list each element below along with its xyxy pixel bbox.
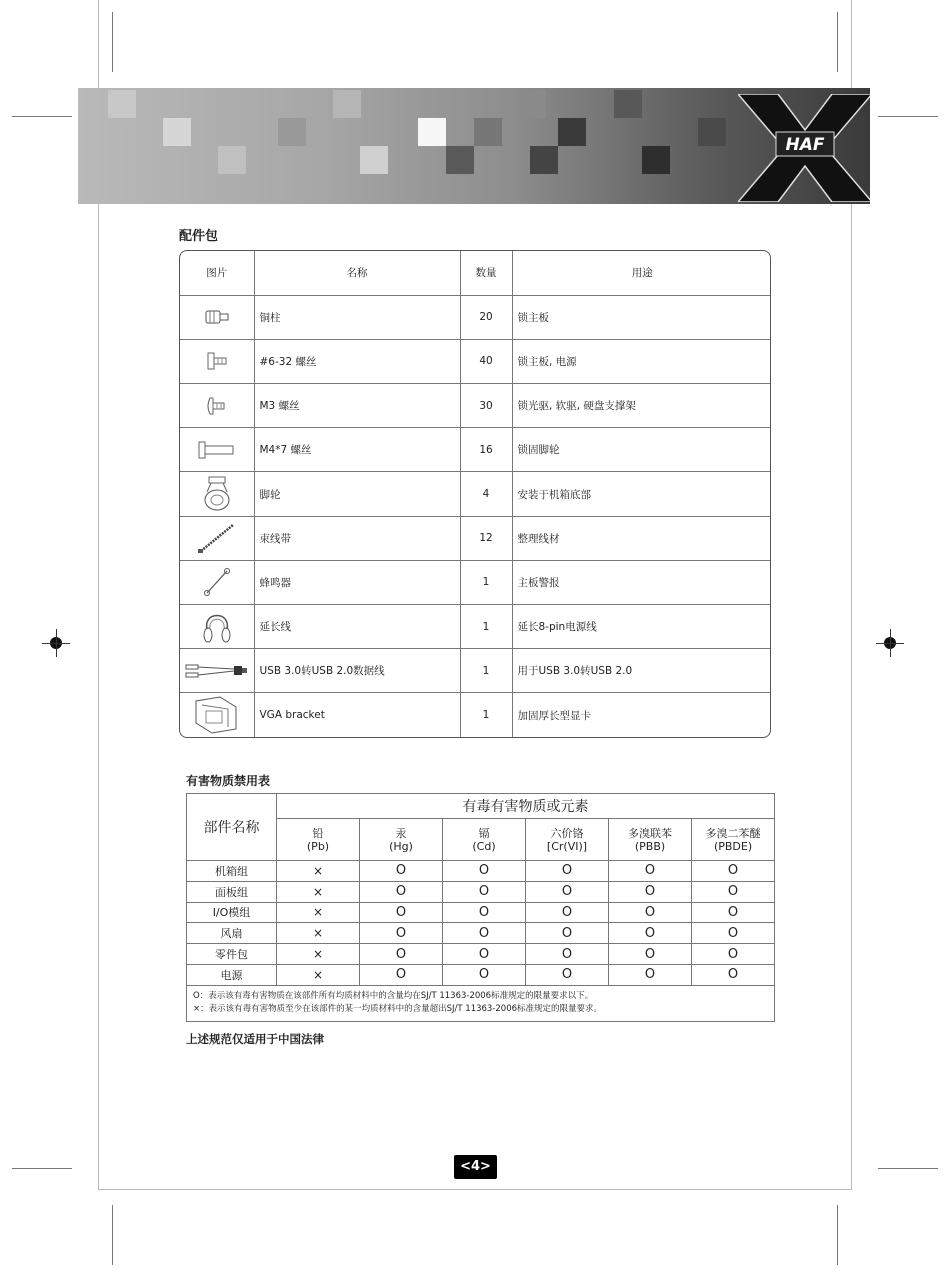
vga-bracket-icon <box>192 695 242 735</box>
table-row <box>180 295 771 339</box>
hazard-mark: O <box>692 902 775 923</box>
hazard-mark: O <box>360 923 443 944</box>
hazard-mark: O <box>360 944 443 965</box>
hazard-row <box>187 902 775 923</box>
picture-cell <box>180 339 254 383</box>
hazard-part-header: 部件名称 <box>187 794 277 861</box>
item-quantity: 1 <box>460 605 512 649</box>
hazard-mark: O <box>360 964 443 985</box>
crop-mark <box>837 1205 838 1265</box>
substance-symbol: (Pb) <box>306 839 330 853</box>
substance-header <box>609 819 692 861</box>
banner-tile <box>530 146 558 174</box>
hazard-mark: O <box>443 923 526 944</box>
crop-mark <box>12 116 72 117</box>
crop-mark <box>112 1205 113 1265</box>
hazard-mark: O <box>609 881 692 902</box>
hazard-mark: O <box>526 861 609 882</box>
substance-header <box>526 819 609 861</box>
substance-header <box>692 819 775 861</box>
hazard-mark: O <box>609 923 692 944</box>
banner-tile <box>108 90 136 118</box>
item-name: M4*7 螺丝 <box>254 428 460 472</box>
item-quantity: 4 <box>460 472 512 516</box>
hazard-mark: O <box>526 964 609 985</box>
table-row <box>180 472 771 516</box>
substance-symbol: (Hg) <box>389 839 413 853</box>
picture-cell <box>180 560 254 604</box>
banner-tile <box>614 90 642 118</box>
item-name: 脚轮 <box>254 472 460 516</box>
substance-symbol: (PBDE) <box>713 839 753 853</box>
item-usage: 用于USB 3.0转USB 2.0 <box>512 649 771 693</box>
hazard-mark: O <box>526 881 609 902</box>
picture-cell <box>180 472 254 516</box>
note-x: ×：表示该有毒有害物质至少在该部件的某一均质材料中的含量超出SJ/T 11363-2006标准规定的限量要求。 <box>193 1004 603 1015</box>
crop-mark <box>878 1168 938 1169</box>
hazard-mark: O <box>609 861 692 882</box>
item-name: USB 3.0转USB 2.0数据线 <box>254 649 460 693</box>
item-quantity: 1 <box>460 649 512 693</box>
picture-cell <box>180 428 254 472</box>
hazard-mark: × <box>277 964 360 985</box>
item-name: 束线带 <box>254 516 460 560</box>
accessories-table <box>179 250 771 738</box>
header-quantity: 数量 <box>460 251 512 295</box>
banner-tile <box>642 146 670 174</box>
substance-header <box>277 819 360 861</box>
picture-cell <box>180 384 254 428</box>
substance-name: 多溴二苯醚 <box>705 826 761 840</box>
item-name: 铜柱 <box>254 295 460 339</box>
item-quantity: 40 <box>460 339 512 383</box>
banner-tile <box>333 90 361 118</box>
hazard-mark: O <box>443 881 526 902</box>
caster-wheel-icon <box>197 474 237 514</box>
hazard-mark: O <box>609 964 692 985</box>
buzzer-icon <box>199 565 235 599</box>
hazard-mark: O <box>692 964 775 985</box>
substance-name: 六价铬 <box>550 826 584 840</box>
hazard-row <box>187 861 775 882</box>
hazard-row <box>187 923 775 944</box>
hazard-mark: × <box>277 861 360 882</box>
banner-tile <box>278 118 306 146</box>
item-name: 延长线 <box>254 605 460 649</box>
item-usage: 整理线材 <box>512 516 771 560</box>
usb-cable-icon <box>184 660 250 682</box>
table-row <box>180 605 771 649</box>
hazard-footer: 上述规范仅适用于中国法律 <box>186 1032 324 1046</box>
part-name: 电源 <box>187 964 277 985</box>
banner-tile <box>446 146 474 174</box>
item-quantity: 30 <box>460 384 512 428</box>
banner-tile <box>163 118 191 146</box>
part-name: 面板组 <box>187 881 277 902</box>
table-row <box>180 384 771 428</box>
banner-tile <box>218 146 246 174</box>
extension-cable-icon <box>197 607 237 647</box>
hazard-mark: O <box>526 944 609 965</box>
hazard-mark: O <box>443 964 526 985</box>
item-usage: 安装于机箱底部 <box>512 472 771 516</box>
hazard-mark: × <box>277 944 360 965</box>
substance-name: 镉 <box>478 826 490 840</box>
item-usage: 锁光驱, 软驱, 硬盘支撑架 <box>512 384 771 428</box>
crop-mark <box>112 12 113 72</box>
header-name: 名称 <box>254 251 460 295</box>
table-row <box>180 693 771 737</box>
hazard-table <box>186 793 775 1022</box>
hazard-mark: O <box>443 861 526 882</box>
screw-m3-icon <box>201 395 233 417</box>
item-name: #6-32 螺丝 <box>254 339 460 383</box>
hazard-title: 有害物质禁用表 <box>186 774 271 788</box>
item-name: M3 螺丝 <box>254 384 460 428</box>
part-name: 机箱组 <box>187 861 277 882</box>
registration-mark <box>50 637 62 649</box>
hazard-mark: O <box>526 923 609 944</box>
page-number: <4> <box>454 1155 497 1179</box>
hazard-mark: × <box>277 902 360 923</box>
page-frame-bottom <box>98 1189 852 1190</box>
hazard-mark: O <box>360 861 443 882</box>
banner-tile <box>474 118 502 146</box>
registration-mark <box>884 637 896 649</box>
screw-m4-icon <box>195 439 239 461</box>
hazard-row <box>187 964 775 985</box>
table-row <box>180 339 771 383</box>
hazard-mark: O <box>526 902 609 923</box>
table-row <box>180 560 771 604</box>
hazard-notes <box>187 985 775 1021</box>
item-quantity: 1 <box>460 693 512 737</box>
part-name: I/O模组 <box>187 902 277 923</box>
note-o: O：表示该有毒有害物质在该部件所有均质材料中的含量均在SJ/T 11363-2006标准规定的限量要求以下。 <box>193 991 594 1002</box>
banner-tile <box>360 146 388 174</box>
standoff-icon <box>201 306 233 328</box>
table-header-row <box>180 251 771 295</box>
item-usage: 延长8-pin电源线 <box>512 605 771 649</box>
hazard-row <box>187 881 775 902</box>
banner-tile <box>558 118 586 146</box>
substance-name: 多溴联苯 <box>628 826 672 840</box>
item-usage: 锁固脚轮 <box>512 428 771 472</box>
banner-tile <box>518 90 546 118</box>
substance-symbol: [Cr(VI)] <box>546 839 588 853</box>
picture-cell <box>180 693 254 737</box>
item-quantity: 20 <box>460 295 512 339</box>
header-picture: 图片 <box>180 251 254 295</box>
banner-tile <box>418 118 446 146</box>
crop-mark <box>12 1168 72 1169</box>
substance-symbol: (PBB) <box>634 839 666 853</box>
item-usage: 锁主板 <box>512 295 771 339</box>
accessories-title: 配件包 <box>179 229 219 244</box>
substance-name: 铅 <box>312 826 324 840</box>
logo-text: HAF <box>785 135 825 155</box>
item-quantity: 16 <box>460 428 512 472</box>
hazard-row <box>187 944 775 965</box>
substance-header <box>360 819 443 861</box>
picture-cell <box>180 649 254 693</box>
item-name: VGA bracket <box>254 693 460 737</box>
picture-cell <box>180 516 254 560</box>
item-usage: 锁主板, 电源 <box>512 339 771 383</box>
hazard-group-header: 有毒有害物质或元素 <box>277 794 775 819</box>
item-name: 蜂鸣器 <box>254 560 460 604</box>
table-row <box>180 649 771 693</box>
hazard-mark: O <box>360 881 443 902</box>
picture-cell <box>180 295 254 339</box>
substance-name: 汞 <box>395 826 407 840</box>
hazard-mark: O <box>692 923 775 944</box>
haf-x-logo <box>738 94 870 202</box>
hazard-mark: O <box>443 902 526 923</box>
hazard-mark: O <box>609 944 692 965</box>
hazard-mark: O <box>360 902 443 923</box>
table-row <box>180 428 771 472</box>
hazard-notes-row <box>187 985 775 1021</box>
item-usage: 主板警报 <box>512 560 771 604</box>
item-quantity: 1 <box>460 560 512 604</box>
crop-mark <box>878 116 938 117</box>
item-usage: 加固厚长型显卡 <box>517 709 591 722</box>
cable-tie-icon <box>195 521 239 555</box>
screw-632-icon <box>201 350 233 372</box>
part-name: 零件包 <box>187 944 277 965</box>
picture-cell <box>180 605 254 649</box>
hazard-mark: O <box>609 902 692 923</box>
part-name: 风扇 <box>187 923 277 944</box>
hazard-mark: O <box>692 881 775 902</box>
crop-mark <box>837 12 838 72</box>
hazard-mark: O <box>443 944 526 965</box>
header-usage: 用途 <box>512 251 771 295</box>
banner-tile <box>698 118 726 146</box>
table-row <box>180 516 771 560</box>
item-quantity: 12 <box>460 516 512 560</box>
header-banner <box>78 88 870 204</box>
hazard-mark: × <box>277 881 360 902</box>
hazard-mark: × <box>277 923 360 944</box>
substance-symbol: (Cd) <box>472 839 496 853</box>
hazard-mark: O <box>692 944 775 965</box>
hazard-header-row <box>187 794 775 819</box>
hazard-mark: O <box>692 861 775 882</box>
substance-header <box>443 819 526 861</box>
